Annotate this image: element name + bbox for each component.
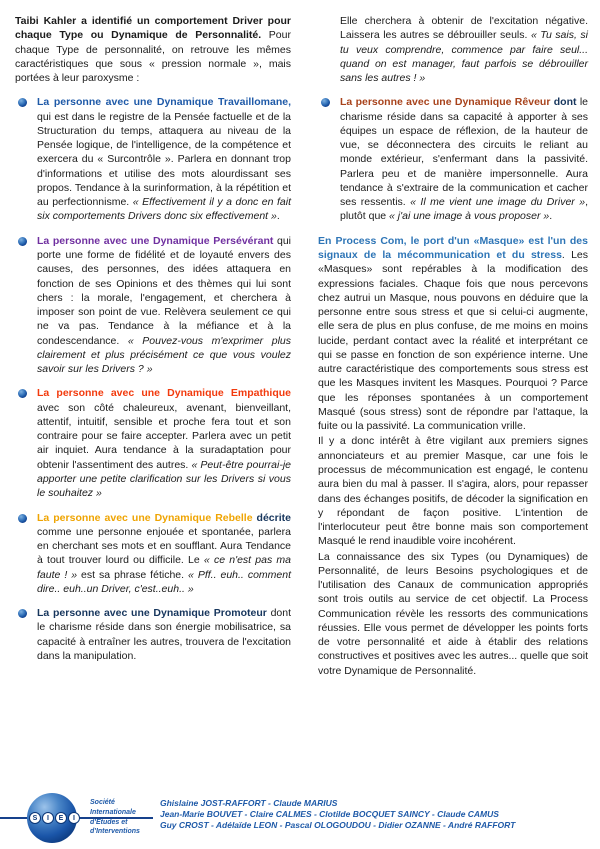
footer bbox=[0, 789, 600, 849]
text-segment: « Effectivement il y a donc en fait six comportements Drivers donc six effectivement » bbox=[37, 196, 291, 223]
paragraph bbox=[318, 14, 588, 85]
logo-letter-circle: I bbox=[68, 812, 80, 824]
heading-promoteur: La personne avec une Dynamique Promoteur bbox=[37, 607, 267, 620]
bullet-item bbox=[15, 386, 291, 500]
heading-reveur: La personne avec une Dynamique Rêveur bbox=[340, 96, 551, 109]
org-line-1: Société Internationale bbox=[90, 799, 136, 816]
bullet-sphere-icon bbox=[18, 609, 27, 618]
text-segment: « j'ai une image à vous proposer » bbox=[389, 210, 550, 223]
text-segment: dont bbox=[550, 96, 577, 109]
logo-letter-circle: S bbox=[29, 812, 41, 824]
bullet-sphere-icon bbox=[18, 389, 27, 398]
text-segment: « Il me vient une image du Driver » bbox=[410, 196, 586, 209]
text-segment: « Tu sais, si tu veux comprendre, commence par faire seul... quand on est manager, faut parfois se débrouiller sans les autres ! » bbox=[340, 29, 588, 85]
text-segment: La connaissance des six Types (ou Dynamiques) de Personnalité, de leurs Besoins psychologiques et de l'utilisation des Canaux de communication appropriés sont trois outils au service de cet objectif. La Process Communication révèle les ressorts des communications réussies. Elle vous permet de développer les points forts de votre personnalité et aide à établir des relations constructives et positives avec les autres... quelle que soit votre Dynamique de Personnalité. bbox=[318, 550, 588, 677]
text-segment: « Pouvez-vous m'exprimer plus clairement et plus précisément ce que vous voulez savoir sur les Drivers ? » bbox=[37, 334, 291, 376]
right-column bbox=[318, 14, 588, 679]
bullet-item bbox=[15, 606, 291, 663]
text-segment: avec son côté chaleureux, avenant, bienveillant, attentif, intuitif, sensible et proche fera tout et son contraire pour se faire accepter. Parlera avec un petit air inquiet. Aura tendance à la suradaptation pour obtenir l'assentiment des autres. bbox=[37, 401, 291, 471]
paragraph bbox=[318, 434, 588, 548]
text-segment: . bbox=[276, 210, 280, 223]
heading-masque: En Process Com, le port d'un «Masque» est l'un des signaux de la mécommunication et du stress bbox=[318, 234, 588, 261]
siei-logo-letters bbox=[29, 812, 80, 824]
text-segment: . Les «Masques» sont repérables à la modification des expressions faciales. Chaque fois que nous percevons chez autrui un Masque, nous pouvons en déduire que la personne entre sous stress et que si celui-ci augmente, elle sera de plus en plus confuse, de me moins en moins lucide, perdant contact avec la réalité et interprétant ce qui se passe en fonction de son expérience interne. Une autre caractéristique des comportements sous stress est que les Masques invitent les Masques. Pourquoi ? Parce que les réponses spontanées à un comportement Masqué (sous stress) sont de répondre par l'attaque, la fuite ou la passivité. La communication vrille. bbox=[318, 248, 588, 433]
bullet-item bbox=[15, 511, 291, 597]
text-segment: Il y a donc intérêt à être vigilant aux premiers signes annonciateurs et au premier Masque, car une fois le processus de mécommunication est engagé, le contenu aura bien du mal à passer. Il s'agira, alors, pour repasser dans des échanges positifs, de décoder la signification en y répondant de façon positive. L'intention de l'interlocuteur peut être bonne mais son comportement Masqué le rend inaudible voire incohérent. bbox=[318, 435, 588, 548]
left-column bbox=[15, 14, 291, 679]
bullet-sphere-icon bbox=[18, 514, 27, 523]
text-segment: Taibi Kahler a identifié un comportement Driver pour chaque Type ou Dynamique de Personnalité. bbox=[15, 15, 291, 42]
paragraph bbox=[318, 550, 588, 678]
text-segment: comme une personne enjouée et spontanée, parlera en cherchant ses mots et en soufflant. Aura Tendance à tout trouver lourd ou difficile. Le bbox=[37, 525, 291, 567]
logo-letter-circle: E bbox=[55, 812, 67, 824]
bullet-item bbox=[15, 95, 291, 223]
authors-line: Jean-Marie BOUVET - Claire CALMES - Clotilde BOCQUET SAINCY - Claude CAMUS bbox=[160, 809, 499, 820]
logo-letter-circle: I bbox=[42, 812, 54, 824]
authors-line: Guy CROST - Adélaïde LEON - Pascal OLOGOUDOU - Didier OZANNE - André RAFFORT bbox=[160, 820, 516, 831]
text-segment: est sa phrase fétiche. bbox=[77, 568, 189, 581]
text-segment: « Peut-être pourrai-je apporter une petite clarification sur les Drivers si vous le souhaitez » bbox=[37, 458, 291, 500]
bullet-sphere-icon bbox=[18, 98, 27, 107]
bullet-item bbox=[318, 95, 588, 223]
text-segment: « Pff.. euh.. comment dire.. euh..un Driver, c'est..euh.. » bbox=[37, 568, 292, 595]
text-segment: Pour chaque Type de personnalité, on retrouve les mêmes caractéristiques que sous « pression normale », mais portées à leur paroxysme : bbox=[15, 29, 291, 85]
text-segment: . bbox=[549, 210, 553, 223]
bullet-sphere-icon bbox=[321, 98, 330, 107]
paragraph bbox=[318, 234, 588, 434]
heading-empathique: La personne avec une Dynamique Empathique bbox=[37, 387, 291, 400]
text-segment: « ce n'est pas ma faute ! » bbox=[37, 554, 291, 581]
bullet-sphere-icon bbox=[18, 237, 27, 246]
text-segment: le charisme réside dans sa capacité à apporter à ses équipes un espace de réflexion, de la hauteur de vue, se déconnectera des circuits le reliant au monde extérieur, s'enfermant dans la passivité. Parlera peu et de manière impersonnelle. Aura tendance à s'extraire de la communication et cacher ses ressentis. bbox=[340, 96, 589, 209]
text-segment: , plutôt que bbox=[340, 196, 589, 223]
authors-list bbox=[160, 798, 515, 831]
paragraph bbox=[15, 14, 291, 85]
organization-name bbox=[90, 798, 160, 837]
heading-perseverant: La personne avec une Dynamique Persévérant bbox=[37, 234, 274, 247]
text-segment: qui porte une forme de fidélité et de loyauté envers des causes, des personnes, des idées attaquera en fonction de ses Opinions et des thèmes qui lui sont chers : la morale, l'engagement, et cherchera à imposer son point de vue. Relèvera seulement ce qui ne va pas. Tendance à la méfiance et à la condescendance. bbox=[37, 234, 291, 347]
text-segment: qui est dans le registre de la Pensée factuelle et de la Structuration du temps, attaquera au niveau de la Pensée logique, de l'intelligence, de la compétence et exercera du « Surcontrôle ». Parlera en donnant trop d'informations et utilise des mots alourdissant ses propos. Tendance à la surinformation, à la répétition et au perfectionnisme. bbox=[37, 110, 291, 209]
authors-line: Ghislaine JOST-RAFFORT - Claude MARIUS bbox=[160, 798, 338, 808]
org-line-2: d'Etudes et d'Interventions bbox=[90, 818, 140, 836]
text-segment: Elle cherchera à obtenir de l'excitation négative. Laissera les autres se débrouiller seuls. bbox=[340, 15, 588, 42]
heading-travaillomane: La personne avec une Dynamique Travaillomane, bbox=[37, 96, 291, 109]
bullet-item bbox=[15, 234, 291, 377]
text-segment: dont le charisme réside dans son énergie mobilisatrice, sa capacité à entraîner les autres, trouvera de l'excitation dans la manipulation. bbox=[37, 607, 292, 662]
heading-rebelle: La personne avec une Dynamique Rebelle bbox=[37, 511, 253, 524]
text-segment: décrite bbox=[252, 511, 291, 524]
